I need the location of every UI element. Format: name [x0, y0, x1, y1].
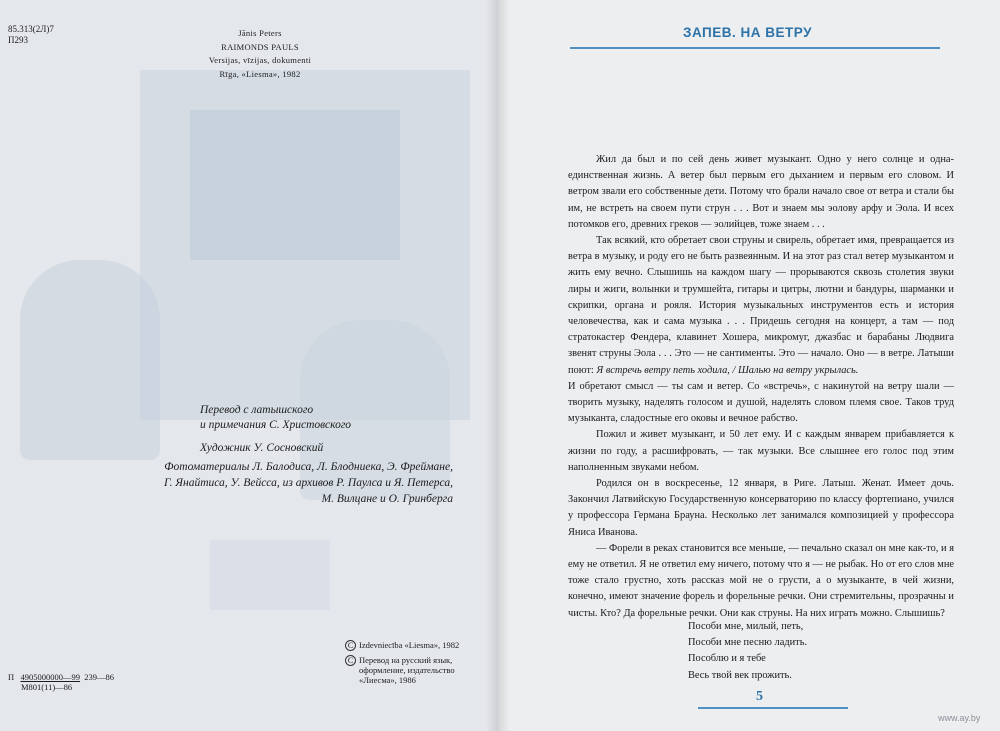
verse: [688, 619, 807, 684]
classification-codes: [8, 24, 54, 46]
artist-credit: Художник У. Сосновский: [200, 442, 324, 454]
index-line1: 4905000000—99: [20, 672, 81, 682]
credit-line: и примечания С. Христовского: [200, 418, 352, 431]
copyright-line: Izdevniecība «Liesma», 1982: [359, 640, 460, 650]
left-page: [0, 0, 498, 731]
imprint-publisher: Rīga, «Liesma», 1982: [219, 68, 301, 79]
copyright-icon: C: [345, 640, 356, 651]
credit-line: Перевод с латышского: [200, 404, 314, 416]
page-number: 5: [756, 689, 763, 704]
copyright-line: оформление, издательство: [359, 665, 455, 675]
photo-credits: [93, 459, 453, 507]
photo-credit-line: Фотоматериалы Л. Балодиса, Л. Блодниека, Э. Фреймане,: [164, 461, 453, 473]
imprint-subtitle: Versijas, vīzijas, dokumenti: [208, 55, 312, 65]
paragraph: [568, 233, 954, 379]
paragraph: Жил да был и по сей день живет музыкант. Одно у него солнце и одна-единственная жизнь. А ветер был первым его дыханием и первым его словом. И ветром звали его собственные дети. Потому что брали начало свое от ветра и стали бы им, не встреть на своем пути струн . . . Вот и знаем мы эолову арфу и Эола. И всех потомков его, древних греков — эолийцев, тоже знаем . . .: [568, 154, 954, 230]
index-tail: 239—86: [84, 672, 115, 682]
copyright-line: Перевод на русский язык,: [359, 655, 453, 665]
verse-line: Пособи мне песню ладить.: [688, 637, 808, 649]
author-mark: П293: [8, 35, 28, 45]
translator-credits: [200, 403, 351, 456]
header-rule: [570, 47, 940, 49]
italic-quote: Я встречь ветру петь ходила, / Шалью на ветру укрылась.: [596, 364, 859, 376]
body-text: [568, 152, 954, 622]
verse-line: Весь твой век прожить.: [688, 669, 792, 681]
copyright-line: «Лиесма», 1986: [359, 675, 416, 685]
photo-credit-line: М. Вилцане и О. Гринберга: [321, 493, 453, 505]
paragraph: — Форели в реках становится все меньше, — печально сказал он мне как-то, и я ему не ответил. Я не ответил ему ничего, потому что я — не рыбак. Но от его слов мне тоже стало грустно, хоть рассказ мой не о грусти, а о музыканте, в чей жизни, конечно, имеют значение форель и форельные речки. Они стремительны, прозрачны и чисты. Кто? Да форельные речки. Они как струны. На них играть можно. Слышишь?: [568, 542, 954, 619]
copyright-entry: [345, 655, 459, 685]
paragraph: Родился он в воскресенье, 12 января, в Риге. Латыш. Женат. Имеет дочь. Закончил Латвийскую Государственную консерваторию по классу фортепиано, учился у профессора Германа Брауна. Несколько лет занимался композицией у профессора Яниса Иванова.: [568, 478, 954, 538]
paragraph: И обретают смысл — ты сам и ветер. Со «встречь», с накинутой на ветру шали — творить музыку, наделять голосом и душой, наделять словом племя свое. Таков труд музыканта, сладостные его оковы и вечное рабство.: [568, 380, 954, 425]
catalog-index: [8, 672, 114, 692]
paragraph-text: Так всякий, кто обретает свои струны и свирель, обретает имя, превращается из ветра в музыку, и роду его не быть развеянным. И на этот раз стал ветер музыкантом и жить ему вечно. Слышишь на каждом шагу — прорываются сквозь столетия звуки лиры и жиги, волынки и трумшейта, гитары и цитры, лютни и бандуры, шарманки и скрипки, органа и рояля. История музыкальных инструментов есть и история человечества, как и сама музыка . . . Придешь сегодня на концерт, а там — под стратокастер Фендера, клавинет Хошера, микромуг, джазбас и барабаны Людвига звенят струны Эола . . . Это — не сантименты. Это — начало. Оно — в ветре. Латыши поют:: [568, 235, 954, 376]
right-page: [498, 0, 1000, 731]
watermark: www.ay.by: [938, 713, 981, 723]
paragraph: Пожил и живет музыкант, и 50 лет ему. И с каждым январем прибавляется к жизни по году, а расшифровать, — так музыки. Все слышнее его голос под этим наполненным звуками небом.: [568, 429, 954, 473]
copyright-block: [345, 640, 459, 689]
index-prefix: П: [8, 672, 15, 682]
index-line2: М801(11)—86: [21, 682, 73, 692]
photo-show-through: [190, 110, 400, 260]
book-gutter: [486, 0, 510, 731]
photo-show-through: [20, 260, 160, 460]
imprint-title: RAIMONDS PAULS: [221, 41, 299, 52]
imprint-author: Jānis Peters: [238, 28, 282, 38]
copyright-icon: C: [345, 655, 356, 666]
photo-credit-line: Г. Янайтиса, У. Вейсса, из архивов Р. Паулса и Я. Петерса,: [164, 477, 453, 489]
verse-line: Пособи мне, милый, петь,: [688, 621, 804, 632]
copyright-entry: [345, 640, 459, 651]
photo-show-through: [210, 540, 330, 610]
original-imprint: [160, 27, 360, 81]
footer-rule: [698, 707, 848, 709]
verse-line: Пособлю и я тебе: [688, 653, 766, 665]
bbk-code: 85.313(2Л)7: [8, 24, 54, 34]
running-head: ЗАПЕВ. НА ВЕТРУ: [683, 25, 812, 40]
